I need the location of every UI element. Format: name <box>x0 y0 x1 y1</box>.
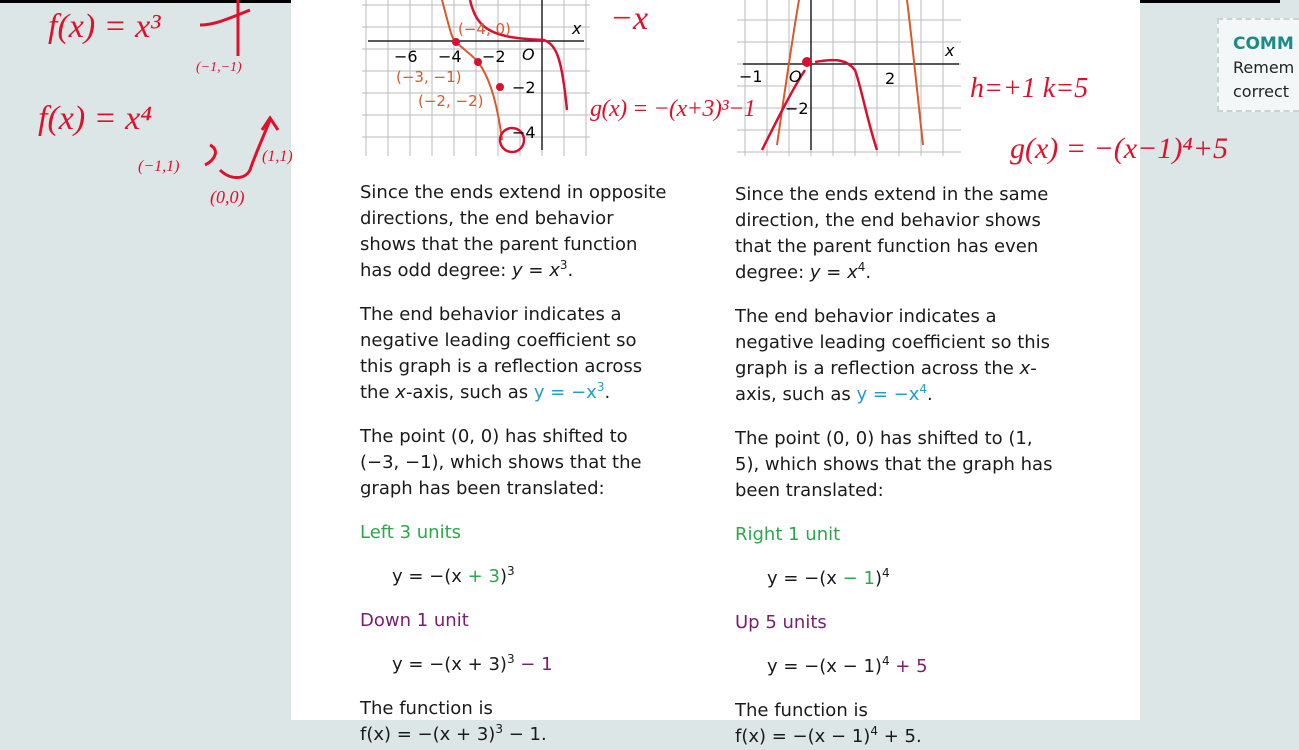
handwritten-note: (−1,−1) <box>196 60 242 75</box>
point-label: (−4, 0) <box>458 20 511 38</box>
tick-label: −4 <box>512 123 536 142</box>
point-label: (−3, −1) <box>396 68 462 86</box>
point-marker <box>496 83 504 91</box>
point-marker <box>802 57 812 67</box>
handwritten-note: g(x) = −(x−1)⁴+5 <box>1010 132 1228 165</box>
tick-label: −4 <box>438 47 462 66</box>
x-axis-label: x <box>945 41 955 60</box>
handwritten-note: f(x) = x³ <box>48 8 161 45</box>
paragraph: The function is $f(x) = -(x - 1)^4 + 5$. <box>735 700 922 747</box>
x-axis-label: x <box>572 19 582 38</box>
tick-label: −6 <box>394 47 418 66</box>
paragraph: The end behavior indicates a negative leading coefficient so this graph is a reflection across the x-axis, such as $y = -x^4$. <box>735 306 1051 405</box>
step-label: Right 1 unit <box>735 524 841 545</box>
handwritten-note: (1,1) <box>262 148 293 165</box>
tick-label: 2 <box>885 69 896 88</box>
handwritten-sketch <box>190 0 300 210</box>
callout-box <box>1217 18 1299 112</box>
right-graph <box>737 0 961 156</box>
callout-title: COMM <box>1233 34 1294 54</box>
paragraph: The point (0, 0) has shifted to (−3, −1), which shows that the graph has been translated: <box>360 426 642 499</box>
equation: $y = -(x - 1)^4 + 5$ <box>767 654 928 677</box>
left-column <box>360 180 670 748</box>
equation: $y = -(x - 1)^4$ <box>767 566 890 589</box>
handwritten-curve <box>762 60 877 150</box>
callout-text: correct <box>1233 82 1290 101</box>
equation: $y = -(x + 3)^3$ <box>392 564 515 587</box>
equation: $y = -(x + 3)^3 - 1$ <box>392 652 553 675</box>
right-column <box>735 182 1055 750</box>
handwritten-note: −x <box>610 0 649 37</box>
paragraph: Since the ends extend in the same direction, the end behavior shows that the parent function has even degree: $y = x^4$. <box>735 184 1049 283</box>
point-marker <box>474 58 482 66</box>
step-label: Left 3 units <box>360 522 462 543</box>
paragraph: The end behavior indicates a negative leading coefficient so this graph is a reflection across the x-axis, such as $y = -x^3$. <box>360 304 643 403</box>
left-graph <box>362 0 590 156</box>
handwritten-note: g(x) = −(x+3)³−1 <box>590 96 756 122</box>
step-label: Up 5 units <box>735 612 827 633</box>
tick-label: −2 <box>785 99 809 118</box>
handwritten-note: h=+1 k=5 <box>970 73 1089 104</box>
tick-label: −2 <box>512 78 536 97</box>
callout-text: Remem <box>1233 58 1295 77</box>
point-label: (−2, −2) <box>418 92 484 110</box>
tick-label: −1 <box>739 67 763 86</box>
tick-label: −2 <box>482 47 506 66</box>
paragraph: Since the ends extend in opposite directions, the end behavior shows that the parent function has odd degree: $y = x^3$. <box>360 182 667 281</box>
origin-label: O <box>522 45 535 64</box>
paragraph: The point (0, 0) has shifted to (1, 5), which shows that the graph has been translated: <box>735 428 1053 501</box>
step-label: Down 1 unit <box>360 610 469 631</box>
point-marker <box>452 38 460 46</box>
handwritten-note: (−1,1) <box>138 158 180 175</box>
handwritten-note: (0,0) <box>210 187 245 207</box>
handwritten-note: f(x) = x⁴ <box>38 100 153 137</box>
paragraph: The function is $f(x) = -(x + 3)^3 - 1$. <box>360 698 547 745</box>
origin-label: O <box>789 67 802 86</box>
